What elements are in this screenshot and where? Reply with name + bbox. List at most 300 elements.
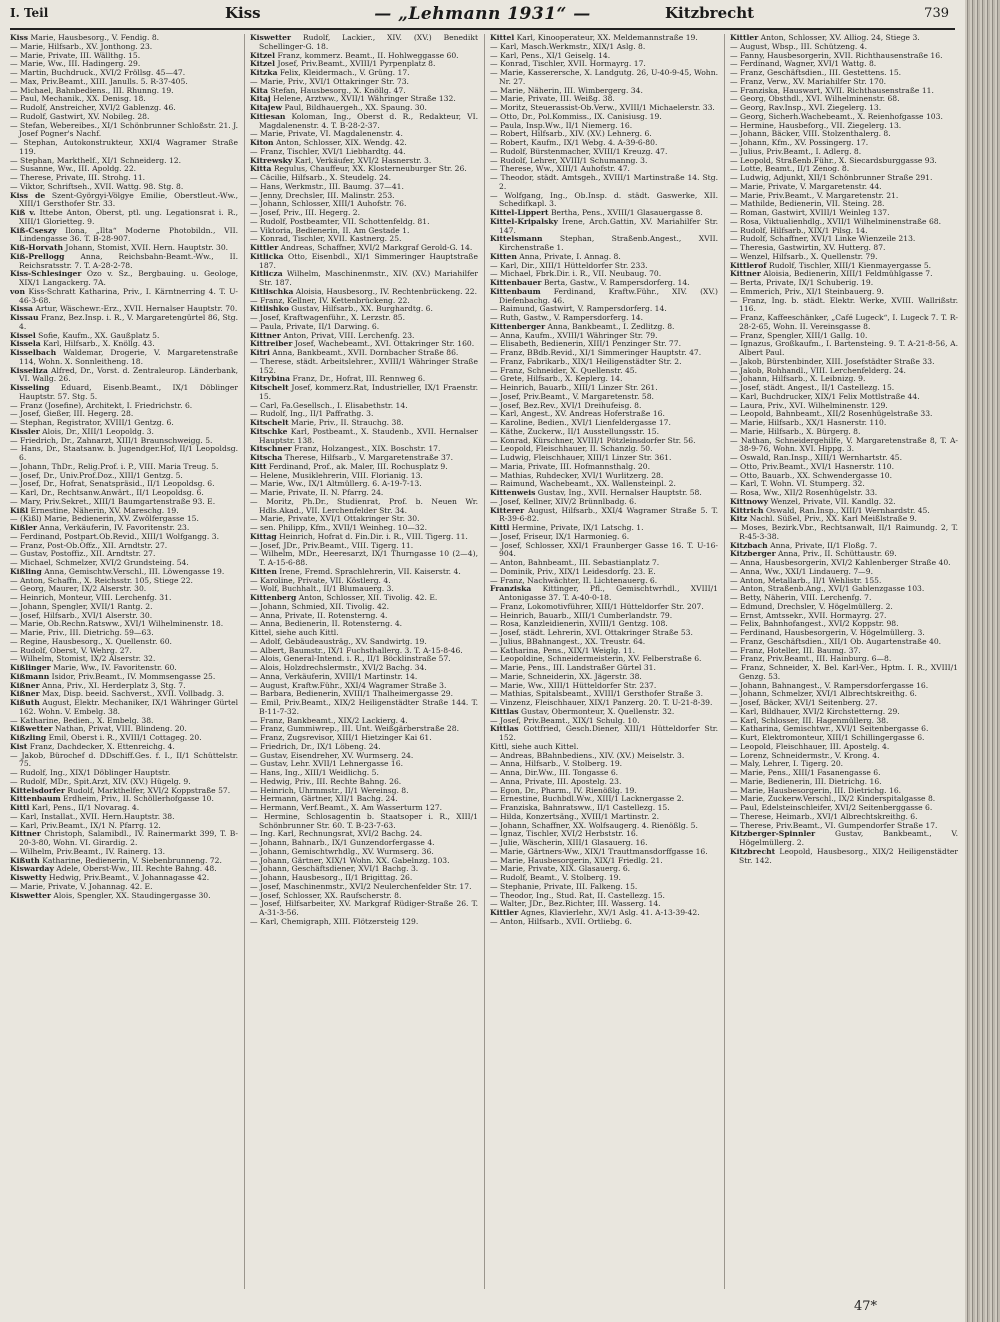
- directory-entry: — Marie, Zuckerw.Verschl., IX/2 Kinderspitalgasse 8.: [730, 794, 936, 804]
- directory-entry: — Konrad, Tischler, XVII. Kastnerg. 25.: [250, 234, 402, 244]
- directory-entry: — Heinrich, Bauarb., XIII/1 Cumberlandstr. 79.: [490, 610, 673, 620]
- entry-surname: Kittler: [490, 908, 519, 917]
- directory-entry: — Georg, Obsthdl., XVI. Wilhelminenstr. 68.: [730, 94, 900, 104]
- directory-columns: [10, 34, 960, 1289]
- directory-entry: Kiß-Prellogg Anna, Reichsbahn-Beamt.-Ww., II. Reichsratsstr. 7. T. A-28-2-78.: [10, 251, 238, 270]
- directory-entry: — Raimund, Gastwirt, V. Rampersdorferg. 14.: [490, 304, 667, 314]
- directory-entry: — Ing. Karl, Rechnungsrat, XVI/2 Bachg. 24.: [250, 829, 423, 839]
- column-1: [10, 34, 238, 1289]
- entry-surname: Kitaj: [250, 94, 271, 104]
- entry-surname: Kittenbaum: [490, 286, 541, 296]
- directory-entry: — Karl, Pens., XI/1 Geiselg. 14.: [490, 50, 611, 60]
- directory-entry: — Josef, Schlosser, XXI/1 Fraunberger Gasse 16. T. U-16-904.: [490, 540, 718, 559]
- directory-entry: Kitajew Paul, Bildhauergeh., XX. Spaung. 30.: [250, 103, 427, 112]
- directory-entry: — Martin, Buchdruck., XVI/2 Fröllsg. 45—47.: [10, 68, 186, 77]
- directory-entry: — Josef, Dr., Univ.Prof.Doz., XIII/1 Gentzg. 5.: [10, 470, 183, 480]
- directory-entry: — Wilhelm, Priv.Beamt., IV. Rainerg. 13.: [10, 846, 166, 856]
- entry-surname: Kittl: [490, 523, 510, 532]
- column-divider: [724, 34, 725, 1289]
- directory-entry: — Berta, Private, IX/1 Schuberig. 19.: [730, 278, 874, 287]
- directory-entry: Kittelsdorfer Rudolf, Markthelfer, XVI/2 Koppstraße 57.: [10, 785, 231, 795]
- directory-entry: — Josef, städt. Angest., II/1 Castellezg. 15.: [730, 383, 895, 392]
- directory-entry: — Marie, Hilfsarb., X. Bürgerg. 8.: [730, 426, 861, 436]
- directory-entry: — Katharina, Pens., XIX/1 Weiglg. 11.: [490, 645, 636, 655]
- directory-entry: — Franz, Zugsrevisor, XIII/1 Hietzinger Kai 61.: [250, 733, 432, 742]
- directory-entry: Kiß-Horvath Johann, Stomist, XVII. Hern. Hauptstr. 30.: [10, 243, 229, 252]
- entry-surname: Kiss: [10, 34, 29, 42]
- directory-entry: — Johann, Bäcker, VIII. Stolzenthalerg. 8.: [730, 129, 891, 139]
- directory-entry: — Friedrich, Dr., Zahnarzt, XIII/1 Braunschweigg. 5.: [10, 435, 213, 445]
- directory-entry: — Franz, Spengler, XIII/1 Gallg. 10.: [730, 330, 868, 340]
- directory-entry: Kittner Christoph, Salamibdl., IV. Rainermarkt 399, T. B-20-3-80, Wohn. VI. Girardig. 2.: [10, 829, 238, 847]
- directory-entry: Kitt Ferdinand, Prof., ak. Maler, III. Rochusplatz 9.: [250, 461, 448, 471]
- entry-surname: Kittel-Lippert: [490, 208, 549, 217]
- directory-entry: — Moritz, Ph.Dr., Studienrat, Prof. b. Neuen Wr. Hdls.Akad., VII. Lerchenfelder Str. 34.: [250, 496, 478, 515]
- directory-entry: — Rosa, Viktualienhdlg., XVII/1 Wilhelminenstraße 68.: [730, 216, 942, 226]
- column-2: [250, 34, 478, 1289]
- directory-entry: — Josef, Bäcker, XVI/1 Seitenberg. 27.: [730, 698, 878, 707]
- directory-entry: — Otto, Bauarb., XX. Schwendergasse 10.: [730, 470, 893, 480]
- directory-entry: — Anna, Verkäuferin, XVIII/1 Martinstr. 14.: [250, 671, 418, 681]
- directory-entry: — Rudolf, Ing., XIX/1 Döblinger Hauptstr.: [10, 768, 171, 777]
- directory-entry: — Walter, JDr., Bez.Richter, III. Wasserg. 14.: [490, 899, 661, 909]
- directory-entry: — Ignaz, Tischler, XVI/2 Herbststr. 16.: [490, 829, 639, 839]
- directory-entry: Franziska Kittinger, Pfl., Gemischtwrhdl., XVIII/1 Antonigasse 37. T. A-40-0-18.: [490, 584, 718, 602]
- directory-entry: — Susanne, Ww., III. Apoldg. 22.: [10, 164, 137, 174]
- directory-entry: Kiswetty Hedwig, Priv.Beamt., V. Johannagasse 42.: [10, 873, 210, 882]
- directory-entry: Kittler Andreas, Schaffner, XVI/2 Markgraf Gerold-G. 14.: [250, 243, 473, 252]
- directory-entry: — Johann, Gemischtwrhdlg., XV. Wurmserg. 36.: [250, 846, 434, 856]
- directory-entry: — Johann, Schlosser, XIII/1 Auhofstr. 76.: [250, 199, 407, 209]
- directory-entry: Kissau Franz, Bez.Insp. i. R., V. Margaretengürtel 86, Stg. 4.: [10, 313, 238, 331]
- directory-entry: — Stephanie, Private, III. Falkeng. 15.: [490, 881, 638, 891]
- directory-entry: — Dominik, Priv., XIX/1 Leidesdorfg. 23. E.: [490, 566, 656, 576]
- directory-entry: — Anna, Bedienerin, II. Rotensterng. 4.: [250, 619, 403, 629]
- directory-entry: — Roman, Gastwirt, XVIII/1 Weinleg 137.: [730, 208, 890, 217]
- directory-entry: — Lotte, Beamt., II/1 Zenog. 8.: [730, 164, 850, 174]
- directory-entry: — Ferdinand, Hausbesorgerin, V. Högelmüllerg. 3.: [730, 628, 925, 637]
- directory-entry: — Anton, Bahnbeamt., III. Sebastianplatz 7.: [490, 558, 660, 567]
- entry-surname: Kittenberg: [250, 593, 297, 602]
- entry-surname: Kitta: [250, 164, 272, 174]
- entry-surname: Kissler: [10, 426, 40, 436]
- directory-entry: — Edmund, Drechsler, V. Högelmüllerg. 2.: [730, 601, 893, 611]
- directory-entry: — Käthe, Zuckerw., II/1 Ausstellungsstr. 15.: [490, 426, 660, 436]
- directory-entry: — Otto, Dr., Pol.Kommiss., IX. Canisiusg. 19.: [490, 111, 662, 121]
- sheet-mark: 47*: [853, 1299, 877, 1314]
- directory-entry: — Anna, Dir.Ww., III. Tongasse 6.: [490, 768, 619, 777]
- directory-entry: Kittenbaum Erdheim, Priv., II. Schöllerhofgasse 10.: [10, 794, 214, 804]
- directory-entry: — Franz, Kellner, IV. Kettenbrückeng. 22.: [250, 295, 410, 305]
- directory-entry: — Alois, Holzdrechslermstr., XVI/2 Bachg. 34.: [250, 663, 427, 672]
- entry-surname: Kiswetter: [250, 34, 291, 42]
- directory-entry: — Mathias, Spitalsbeamt., XVIII/1 Gersthofer Straße 3.: [490, 689, 703, 699]
- directory-entry: — Josef, Maschinenmstr., XVI/2 Neulerchenfelder Str. 17.: [250, 881, 472, 891]
- directory-entry: — Therese, Private, III. Strohg. 11.: [10, 173, 146, 182]
- directory-entry: — Johann, Bahnangest., V. Rampersdorfergasse 16.: [730, 680, 929, 690]
- directory-entry: — Barbara, Bedienerin, XVIII/1 Thalheimergasse 29.: [250, 689, 454, 699]
- directory-entry: — Hans, Werkmstr., III. Baumg. 37—41.: [250, 181, 404, 191]
- directory-entry: — Jenny, Drechsler, III. Malinstr. 253.: [250, 190, 395, 200]
- directory-entry: — Marie, Pens., III. Landstraßer Gürtel 31.: [490, 663, 656, 672]
- entry-surname: Kitri: [250, 348, 270, 357]
- directory-entry: — Anton, Straßenb.Ang., XVI/1 Gablenzgasse 103.: [730, 584, 925, 594]
- directory-entry: Kittenberger Anna, Bankbeamt., I. Zedlitzg. 8.: [490, 321, 675, 331]
- directory-entry: Kittelsmann Stephan, Straßenb.Angest., XVII. Kirchenstraße 1.: [490, 234, 718, 252]
- directory-entry: — Josef, Hilfsarbeiter, XV. Markgraf Rüdiger-Straße 26. T. A-31-3-56.: [250, 899, 478, 917]
- directory-entry: — Franz, Lokomotivführer, XIII/1 Hütteldorfer Str. 207.: [490, 601, 704, 611]
- entry-surname: Kitschelt: [250, 383, 289, 392]
- directory-entry: — Marie, Schneiderin, XX. Jägerstr. 38.: [490, 671, 642, 681]
- entry-surname: Kitajew: [250, 103, 283, 112]
- entry-surname: Kittel: [490, 34, 515, 42]
- directory-entry: — Leopold, Fleischhauer, II. Schanzlg. 50.: [490, 444, 653, 454]
- directory-entry: — Marie, Ww., XIII/1 Hütteldorfer Str. 237.: [490, 680, 657, 690]
- directory-entry: — Ignazus, Großkaufm., I. Bartensteing. 9. T. A-21-8-56, A. Albert Paul.: [730, 339, 958, 357]
- directory-entry: — Maly, Lehrer, I. Tigerg. 20.: [730, 759, 844, 769]
- directory-entry: — Wolf, Buchhalt., II/1 Blumauerg. 3.: [250, 584, 394, 594]
- entry-surname: Kiß-Prellogg: [10, 251, 65, 261]
- directory-entry: — Emil, Priv.Beamt., XIX/2 Heiligenstädter Straße 144. T. B-11-7-32.: [250, 698, 478, 716]
- directory-entry: — Franz, Ing. b. städt. Elektr. Werke, XVIII. Wallrißstr. 116.: [730, 295, 958, 314]
- directory-entry: — Emmerich, Priv., XI/1 Steinbauerg. 9.: [730, 286, 884, 296]
- directory-entry: — Marie, Kasserersche, X. Landgutg. 26, U-40-9-45, Wohn. Nr. 27.: [490, 68, 718, 86]
- directory-entry: — Ferdinand, Postpart.Ob.Revid., XIII/1 Wolfgangg. 3.: [10, 531, 219, 541]
- directory-entry: — Ernst, Amtssekr., XVII. Hormayrg. 27.: [730, 610, 887, 620]
- entry-surname: Kiton: [250, 138, 274, 147]
- directory-entry: Kittler Agnes, Klavierlehr., XV/1 Aslg. 41. A-13-39-42.: [490, 908, 700, 917]
- directory-entry: — Gustav, Postoffiz., XII. Arndtstr. 27.: [10, 549, 156, 559]
- entry-surname: Kitzbrecht: [730, 846, 776, 856]
- directory-entry: Kittl Karl, Pens., II/1 Novarag. 4.: [10, 803, 140, 812]
- directory-entry: — Theodor, Ing., Stud. Rat, II. Castellezg. 15.: [490, 890, 665, 900]
- entry-surname: Kitlishko: [250, 304, 289, 314]
- directory-entry: — Rudolf, Postbeamter, VII. Schottenfeldg. 81.: [250, 216, 430, 226]
- directory-entry: — Ludwig, Fleischhauer, XIII/1 Linzer Str. 361.: [490, 453, 672, 462]
- directory-entry: — Julie, Wäscherin, XIII/1 Glasauerg. 16.: [490, 838, 648, 847]
- directory-entry: — Marie, Bedienerin, III. Dietrichg. 16.: [730, 776, 882, 786]
- directory-entry: Kitschelt Josef, kommerz.Rat, Industrieller, IX/1 Fraenstr. 15.: [250, 383, 478, 401]
- entry-surname: Kiß-Horvath: [10, 243, 64, 252]
- directory-entry: — Paul, Mechanik., XX. Denisg. 18.: [10, 94, 146, 104]
- entry-surname: Kittl: [10, 803, 30, 812]
- directory-entry: — Stephan, Markthelf., XI/1 Schneiderg. 12.: [10, 155, 182, 165]
- directory-entry: — Franz, Geschäftsdien., XII/1 Ob. Augartenstraße 40.: [730, 636, 942, 646]
- entry-surname: Kitzberger-Spinnler: [730, 829, 816, 839]
- directory-entry: — Franz, Kaffeeschänker, „Café Lugeck“, I. Lugeck 7. T. R-28-2-65, Wohn. II. Vereinsgasse 8.: [730, 313, 958, 331]
- directory-entry: — Johann, Hausbesorg., II/1 Brigittag. 26.: [250, 873, 413, 882]
- directory-entry: — Theresia, Gastwirtin, XV. Hutterg. 87.: [730, 243, 886, 252]
- directory-entry: Kitscha Therese, Hilfsarb., V. Margaretenstraße 37.: [250, 453, 454, 462]
- directory-entry: Kittler Anton, Schlosser, XV. Alliog. 24, Stiege 3.: [730, 34, 920, 42]
- directory-entry: — Franz, Verw., XV. Mariahilfer Str. 170.: [730, 76, 887, 86]
- directory-entry: — Julius, BBahnangest., XX. Treustr. 64.: [490, 636, 646, 646]
- directory-entry: — Georg, Maurer, IX/2 Alserstr. 30.: [10, 584, 147, 594]
- directory-entry: — Adolf, Gebäudeausträg., XV. Sandwirtg. 19.: [250, 636, 427, 646]
- directory-entry: — Leopold, Fleischhauer, III. Apostelg. 4.: [730, 741, 890, 751]
- directory-entry: — Rudolf, Anstreicher, XVI/2 Gablenzg. 46.: [10, 103, 176, 112]
- directory-entry: — Anna, Ww., XXI/1 Lindauerg. 7—9.: [730, 566, 874, 576]
- directory-entry: — Johann, Bahnarb., IX/1 Gunzendorfergasse 4.: [250, 838, 435, 847]
- directory-entry: — Michael, Schmelzer, XVI/2 Grundsteing. 54.: [10, 558, 189, 567]
- directory-entry: — Anna, Private, III. Apostelg. 23.: [490, 776, 622, 786]
- entry-surname: Kitrewsky: [250, 155, 293, 165]
- directory-entry: — Marie, Private, II. N. Pfarrg. 24.: [250, 488, 384, 497]
- directory-entry: — Marie, Ww., IX/1 Altmüllerg. 6. A-19-7-13.: [250, 479, 422, 489]
- directory-entry: — Rudolf, Hilfsarb., XIX/1 Pilsg. 14.: [730, 225, 868, 235]
- directory-entry: Kissela Karl, Hilfsarb., X. Knöllg. 43.: [10, 339, 155, 349]
- entry-surname: Kiß-Cseszy: [10, 225, 57, 235]
- directory-entry: — Marie, Pens., XIII/1 Fasanengasse 6.: [730, 768, 881, 777]
- last-entry-name: Kitzbrecht: [665, 4, 755, 22]
- directory-entry: — Maria, Private, III. Hofmannsthalg. 20.: [490, 461, 650, 471]
- directory-entry: — Marie, Private, V. Johannag. 42. E.: [10, 881, 153, 891]
- directory-entry: — Johann, Schaffner, XX. Wolfsaugerg. 4. Rienößlg. 5.: [490, 820, 698, 830]
- directory-entry: — Julius, Priv.Beamt., I. Adlerg. 8.: [730, 146, 862, 156]
- entry-surname: Kisseliza: [10, 365, 48, 375]
- directory-entry: — Egon, Dr., Pharm., IV. Rienößlg. 19.: [490, 785, 637, 795]
- directory-entry: — Karoline, Bedien., XVI/1 Lienfeldergasse 17.: [490, 418, 671, 427]
- directory-entry: — Rudolf, Lehrer, XVIII/1 Schumanng. 3.: [490, 155, 648, 165]
- directory-entry: Kitlicza Wilhelm, Maschinenmstr., XIV. (XV.) Mariahilfer Str. 187.: [250, 269, 478, 287]
- entry-surname: Kitlischka: [250, 286, 294, 296]
- directory-entry: Kittel-Lippert Bertha, Pens., XVIII/1 Glasauergasse 8.: [490, 208, 703, 217]
- entry-surname: Kitlicka: [250, 251, 284, 261]
- directory-entry: — Therese, städt. Arbeitslehrer., XVIII/1 Währinger Straße 152.: [250, 356, 478, 375]
- directory-entry: — Lorenz, Schneidermstr., V. Krong. 4.: [730, 750, 880, 760]
- entry-surname: Kittler: [730, 34, 759, 42]
- directory-entry: Kitri Anna, Bankbeamt., XVII. Dornbacher Straße 86.: [250, 348, 459, 357]
- directory-entry: — Marie, Hilfsarb., XX/1 Hasnerstr. 110.: [730, 418, 887, 427]
- entry-surname: Kissel: [10, 330, 36, 340]
- directory-entry: — Laura, Priv., XVI. Wilhelminenstr. 129.: [730, 400, 888, 410]
- directory-entry: — Gustav, Eisendreher, XV. Wurmserg. 24.: [250, 750, 414, 760]
- directory-entry: — Franz, Schneider, X. Bel. Karl-Ver., Hptm. I. R., XVIII/1 Genzg. 53.: [730, 663, 958, 681]
- entry-surname: Kittenberger: [490, 321, 546, 331]
- entry-surname: Kissau: [10, 313, 39, 322]
- directory-entry: von Kiss-Schratt Katharina, Priv., I. Kärntnerring 4. T. U-46-3-68.: [10, 286, 238, 305]
- directory-entry: — Anna, Hilfsarb., V. Stolberg. 19.: [490, 759, 623, 769]
- directory-entry: — Karl, Chemigraph, XIII. Flötzersteig 129.: [250, 916, 419, 926]
- directory-entry: Kißler Anna, Verkäuferin, IV. Favoritenstr. 23.: [10, 523, 190, 532]
- directory-entry: Kittl, siehe auch Kittel.: [490, 741, 579, 751]
- directory-entry: Kitzbach Anna, Private, II/1 Floßg. 7.: [730, 540, 878, 550]
- directory-entry: Kitschner Franz, Holzangest., XIX. Boschstr. 17.: [250, 444, 441, 454]
- directory-entry: Kittlas Gustav, Obermonteur, X. Quellenstr. 32.: [490, 706, 675, 716]
- directory-entry: — Josef, Friseur, IX/1 Harmonieg. 6.: [490, 531, 630, 541]
- directory-entry: — Wenzel, Hilfsarb., X. Quellenstr. 79.: [730, 251, 878, 261]
- directory-entry: — Andreas, BBahnbediens., XIV. (XV.) Meiselstr. 3.: [490, 750, 685, 760]
- directory-entry: — Jakob, Bürstenbinder, XIII. Josefstädter Straße 33.: [730, 356, 935, 366]
- directory-entry: Kittenbaum Ferdinand, Kraftw.Führ., XIV. (XV.) Diefenbachg. 46.: [490, 286, 718, 305]
- directory-entry: — Hilda, Konzertsäng., XVIII/1 Martinstr. 2.: [490, 811, 660, 821]
- directory-entry: — Karl, Schlosser, III. Hagenmüllerg. 38.: [730, 715, 889, 725]
- entry-surname: Kittenbaum: [10, 794, 61, 804]
- column-divider: [244, 34, 245, 1289]
- directory-entry: Kitzel Franz, kommerz. Beamt., II. Hohlweggasse 60.: [250, 50, 459, 60]
- entry-surname: Kisseling: [10, 383, 50, 392]
- directory-entry: — Mary, Priv.Sekret., XIII/1 Baumgartenstraße 93. E.: [10, 496, 216, 506]
- directory-entry: Kitlischka Aloisia, Hausbesorg., IV. Rechtenbrückeng. 22.: [250, 286, 478, 296]
- directory-entry: — Marie, Hausbesorgerin, XIX/1 Friedlg. 21.: [490, 855, 663, 865]
- entry-surname: Kitz: [730, 514, 748, 524]
- directory-entry: — Karl, Dir., XIII/1 Hütteldorfer Str. 233.: [490, 260, 648, 270]
- directory-entry: — Karl, Priv.Beamt., IX/1 N. Pfarrg. 12.: [10, 820, 161, 830]
- directory-entry: Kittel-Kripalsky Irene, Arch.Gattin, XV. Mariahilfer Str. 147.: [490, 216, 718, 235]
- directory-entry: — Hedwig, Priv., III. Rechte Bahng. 26.: [250, 776, 402, 786]
- directory-entry: Kisseling Eduard, Eisenb.Beamt., IX/1 Döblinger Hauptstr. 57. Stg. 5.: [10, 383, 238, 401]
- directory-title: — „Lehmann 1931“ —: [374, 4, 591, 24]
- directory-entry: Kiswetter Rudolf, Lackier., XIV. (XV.) Benedikt Schellinger-G. 18.: [250, 34, 478, 51]
- directory-entry: Kiß-Cseszy Ilona, „Ilta“ Moderne Photobildn., VII. Lindengasse 36. T. B-28-907.: [10, 225, 238, 244]
- entry-surname: Kiswetty: [10, 873, 47, 882]
- directory-entry: — Ferdinand, Wagner, XVI/1 Wattg. 8.: [730, 59, 877, 69]
- directory-entry: — Vinzenz, Fleischhauer, XIX/1 Panzerg. 20. T. U-21-8-39.: [490, 698, 713, 707]
- directory-entry: Kittner Anton, Privat, VIII. Lerchenfg. 23.: [250, 330, 415, 340]
- directory-entry: — Michael, Bahnbediens., III. Rhunng. 19.: [10, 85, 174, 95]
- entry-surname: Kitt: [250, 461, 267, 471]
- directory-entry: Kitschelt Marie, Priv., II. Strauchg. 38.: [250, 418, 404, 427]
- directory-entry: — Franz, Priv.Beamt., III. Hainburg. 6—8.: [730, 654, 892, 664]
- directory-entry: Kitten Anna, Private, I. Annag. 8.: [490, 251, 621, 261]
- directory-entry: Kitzberger Anna, Priv., II. Schüttaustr. 69.: [730, 549, 897, 559]
- directory-entry: Kitlicka Otto, Eisenbdl., XI/1 Simmeringer Hauptstraße 187.: [250, 251, 478, 270]
- directory-entry: — Hermine, Hausbeforg., VII. Ziegelerg. 13.: [730, 120, 902, 130]
- entry-surname: Kittrich: [730, 505, 764, 515]
- entry-surname: Kißl: [10, 505, 29, 515]
- directory-entry: Kittreiber Josef, Wachebeamt., XVI. Ottakringer Str. 160.: [250, 339, 475, 349]
- directory-entry: — Franziska, Hauswart, XVII. Richthausenstraße 11.: [730, 85, 934, 95]
- directory-entry: — Karl, T. Wohn. VI. Stumperg. 32.: [730, 479, 865, 489]
- directory-entry: Kissel Sofie, Kaufm., XX. Gaußplatz 5.: [10, 330, 160, 340]
- entry-surname: Kitzel: [250, 50, 276, 60]
- entry-surname: Kiss-Schlesinger: [10, 269, 82, 279]
- directory-entry: Kittlas Gottfried, Gesch.Diener, XIII/1 Hütteldorfer Str. 152.: [490, 724, 718, 742]
- directory-entry: — Johann, ThDr., Relig.Prof. i. P., VIII. Maria Treug. 5.: [10, 461, 219, 471]
- directory-entry: — Karl, Installat., XVII. Hern.Hauptstr. 38.: [10, 811, 175, 821]
- directory-entry: — Johann, Schmied, XII. Tivolig. 42.: [250, 601, 390, 611]
- directory-entry: — Hans, Dr., Staatsanw. b. Jugendger.Hof, II/1 Leopoldsg. 6.: [10, 444, 238, 462]
- directory-entry: — sen. Philipp, Kfm., XVII/1 Weinheg. 10—32.: [250, 523, 427, 532]
- entry-surname: Kittner: [10, 829, 41, 839]
- directory-entry: — Marie, Private, III. Wällthg. 15.: [10, 50, 141, 60]
- directory-entry: — Fanny, Hausbesorgerin, XVII. Richthausenstraße 16.: [730, 50, 943, 60]
- entry-surname: Kiß v.: [10, 208, 36, 217]
- directory-entry: — Franz, Hoteller, III. Baumg. 37.: [730, 645, 861, 655]
- entry-surname: Kittenbauer: [490, 278, 542, 287]
- directory-entry: — Gustav, Lehr. XVII/1 Lehnergasse 16.: [250, 759, 404, 769]
- directory-entry: — Paula, Private, II/1 Darwing. 6.: [250, 321, 380, 331]
- page-number: 739: [924, 6, 949, 21]
- directory-entry: — Hermann, Gärtner, XII/1 Bachg. 24.: [250, 794, 398, 804]
- directory-entry: — Johann, Hilfsarb., X. Leibnizg. 9.: [730, 374, 866, 384]
- directory-entry: Kita Stefan, Hausbesorg., X. Knöllg. 47.: [250, 85, 406, 95]
- directory-entry: — Franz, Nachwächter, II. Lichtenauerg. 6.: [490, 575, 658, 585]
- entry-surname: Kittlas: [490, 724, 519, 734]
- entry-surname: Kissela: [10, 339, 41, 349]
- directory-entry: — Leopold, Straßenb.Führ., X. Siecardsburggasse 93.: [730, 155, 937, 165]
- directory-entry: — Franz, Gummiwrep., III. Unt. Weißgärberstraße 28.: [250, 724, 460, 734]
- directory-entry: — Marie, Näherin, III. Wimbergerg. 34.: [490, 85, 643, 95]
- directory-entry: Kißzling Emil, Oberst i. R., XVIII/1 Cottageg. 20.: [10, 733, 202, 742]
- directory-entry: Kitrybina Franz, Dr., Hofrat, III. Rennweg 6.: [250, 374, 426, 384]
- directory-entry: Kißlinger Marie, Ww., IV. Favoritenstr. 60.: [10, 663, 177, 672]
- entry-surname: Kist: [10, 741, 28, 751]
- directory-entry: Kitz Nachl. Süßel, Priv., XX. Karl Meißlstraße 9.: [730, 514, 917, 524]
- column-divider: [484, 34, 485, 1289]
- directory-entry: — Nathan, Schneidergehilfe, V. Margaretenstraße 8, T. A-38-9-76, Wohn. XVI. Hippg. 3.: [730, 435, 958, 454]
- directory-entry: Kitta Regulus, Chauffeur, XX. Klosterneuburger Str. 26.: [250, 164, 467, 174]
- directory-entry: — Josef, Schlosser, XX. Raufscherstr. 8.: [250, 890, 402, 900]
- directory-entry: Kiß v. Ittebe Anton, Oberst, ptl. ung. Legationsrat i. R., XIII/1 Glorietteg. 9.: [10, 208, 238, 226]
- directory-entry: Kiss-Schlesinger Ozo v. Sz., Bergbauing. u. Geologe, XIX/1 Langackerg. 7A.: [10, 269, 238, 287]
- directory-entry: Kittenweis Gustav, Ing., XVII. Hernalser Hauptstr. 58.: [490, 488, 702, 497]
- directory-entry: Kiss Marie, Hausbesorg., V. Fendig. 8.: [10, 34, 160, 42]
- directory-entry: Kißl Ernestine, Näherin, XV. Mareschg. 19.: [10, 505, 179, 515]
- directory-entry: — Johann, Geschäftsdiener, XVI/1 Bachg. 3.: [250, 864, 419, 874]
- entry-surname: Kita: [250, 85, 268, 95]
- directory-entry: — Moses, Bezirk.Vbr., Rechtsanwalt, II/1 Raimundg. 2, T. R-45-3-38.: [730, 523, 958, 541]
- directory-entry: — Anna, Private, II. Rotensterng. 4.: [250, 610, 388, 620]
- entry-surname: Kittner: [250, 330, 281, 340]
- directory-entry: — Josef, städt. Lehrerin, XVI. Ottakringer Straße 53.: [490, 628, 693, 637]
- directory-entry: — Jakob, Bürochef d. DDschiff.Ges. f. I., II/1 Schüttelstr. 75.: [10, 750, 238, 769]
- entry-surname: Kittag: [250, 531, 277, 541]
- directory-entry: — Robert, Kaufm., IX/1 Webg. 4. A-39-6-80.: [490, 138, 658, 147]
- entry-surname: Kitschke: [250, 426, 288, 436]
- directory-entry: — Moritz, Steuerassist-Ob.Verw., XVIII/1 Michaelerstr. 33.: [490, 103, 715, 112]
- directory-entry: — Leopoldine, Schneidermeisterin, XV. Felberstraße 6.: [490, 654, 702, 664]
- directory-entry: — Rosa, Ww., XII/2 Rosenhügelstr. 33.: [730, 488, 878, 497]
- directory-entry: — Felix, Bahnhofangest., XVI/2 Koppstr. 98.: [730, 619, 899, 629]
- directory-entry: — Wilhelm, MDr., Heeresarzt, IX/1 Thurngasse 10 (2—4), T. A-15-6-88.: [250, 549, 478, 567]
- directory-entry: — Ruth, Gastw., V. Rampersdorferg. 14.: [490, 313, 644, 322]
- directory-entry: Kißmann Isidor, Priv.Beamt., IV. Mommsengasse 25.: [10, 671, 216, 681]
- directory-entry: — Jakob, Rohhandl., VIII. Lerchenfelderg. 24.: [730, 365, 906, 375]
- directory-entry: Kitterer August, Hilfsarb., XXI/4 Wagramer Straße 5. T. R-39-6-82.: [490, 505, 718, 524]
- directory-entry: — Regine, Hausbesorg., X. Quellenstr. 60.: [10, 636, 172, 646]
- directory-entry: — August, Kraftw.Führ., XXI/4 Wagramer Straße 3.: [250, 680, 447, 690]
- entry-surname: Kitzbach: [730, 540, 768, 550]
- directory-entry: Kissler Alois, Dr., XIII/1 Leopoldg. 3.: [10, 426, 154, 436]
- entry-surname: Kitzka: [250, 68, 278, 77]
- entry-surname: Kißwetter: [10, 724, 53, 734]
- entry-surname: Kitten: [490, 251, 517, 261]
- directory-entry: — Marie, Ww., III. Hadingerg. 29.: [10, 59, 141, 69]
- entry-surname: Kitzel: [250, 59, 276, 69]
- directory-entry: Kitzka Felix, Kleidermach., V. Grüng. 17.: [250, 68, 410, 77]
- directory-entry: — Albert, Baumstr., IX/1 Fuchsthallerg. 3. T. A-15-8-46.: [250, 645, 463, 655]
- entry-surname: Kiss de: [10, 190, 46, 200]
- entry-surname: Kitschelt: [250, 418, 289, 427]
- first-entry-name: Kiss: [225, 4, 261, 22]
- directory-entry: — Johann, Schmelzer, XVI/1 Albrechtskreithg. 6.: [730, 689, 917, 699]
- directory-entry: — Grete, Hilfsarb., X. Keplerg. 14.: [490, 374, 623, 384]
- page-header: [10, 4, 955, 30]
- directory-entry: Kittel Karl, Kinooperateur, XX. Meldemannstraße 19.: [490, 34, 698, 42]
- directory-entry: — Konrad, Tischler, XVII. Hormayrg. 17.: [490, 59, 646, 69]
- directory-entry: — Konrad, Kürschner, XVIII/1 Pötzleinsdorfer Str. 56.: [490, 435, 696, 445]
- directory-entry: — Friedrich, Dr., IX/1 Löbeng. 24.: [250, 741, 381, 751]
- page-edge: [965, 0, 1000, 1322]
- directory-entry: Kitrewsky Karl, Verkäufer, XVI/2 Hasnerstr. 3.: [250, 155, 432, 165]
- directory-entry: — Robert, Hilfsarb., XIV. (XV.) Lehnerg. 6.: [490, 129, 652, 139]
- directory-entry: — Katharina, Gemischtwr., XVI/1 Seitenbergasse 6.: [730, 724, 929, 734]
- directory-entry: Kiton Anton, Schlosser, XIX. Wendg. 42.: [250, 138, 407, 147]
- directory-entry: — Rudolf, Beamt., V. Stolberg. 19.: [490, 873, 621, 882]
- directory-entry: Kittel, siehe auch Kittl.: [250, 628, 339, 637]
- directory-entry: — Heinrich, Bauarb., XIII/1 Linzer Str. 261.: [490, 383, 658, 392]
